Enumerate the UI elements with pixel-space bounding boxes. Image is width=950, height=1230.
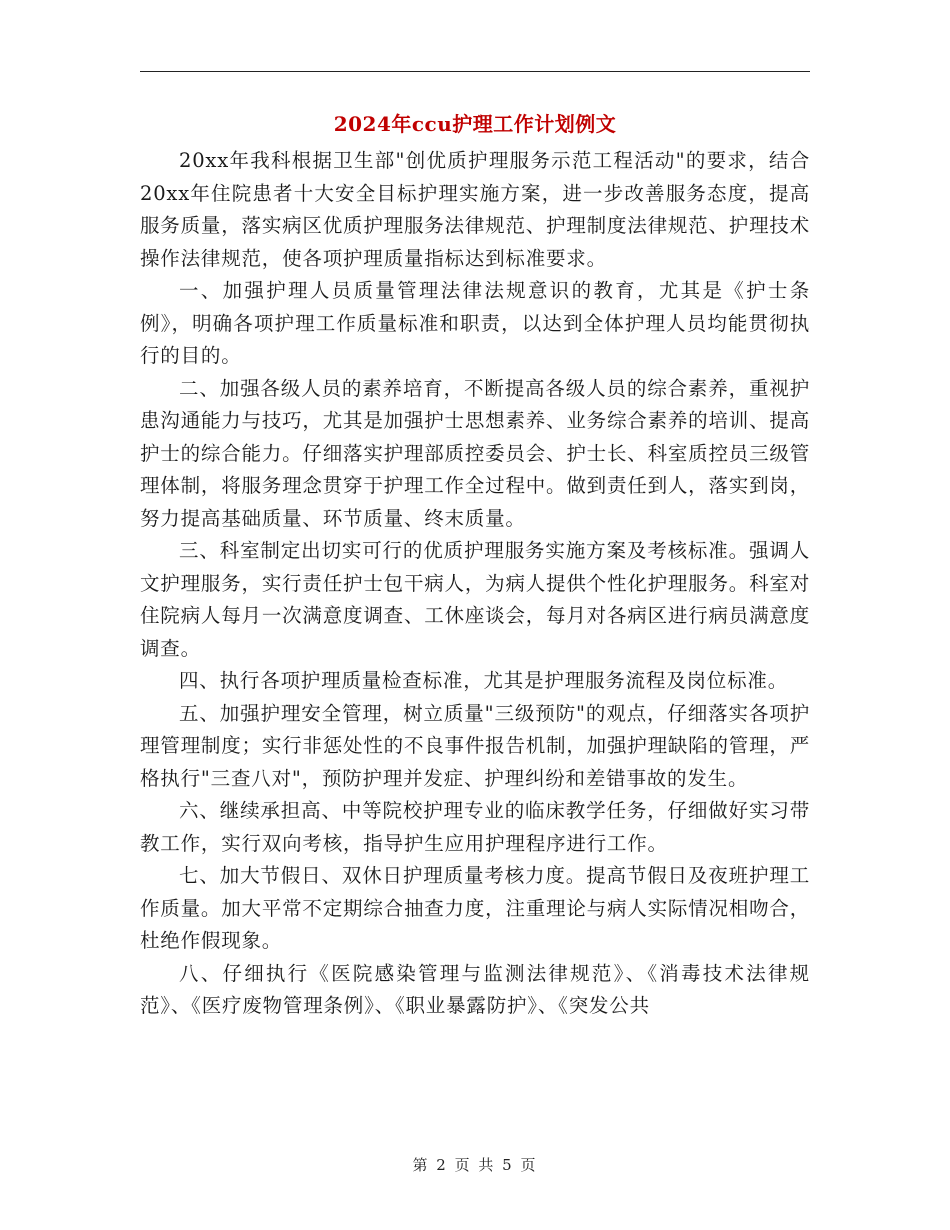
paragraph-item-2: 二、加强各级人员的素养培育，不断提高各级人员的综合素养，重视护患沟通能力与技巧，尤其是加强护士思想素养、业务综合素养的培训、提高护士的综合能力。仔细落实护理部质控委员会、护士长、科室质控员三级管理体制，将服务理念贯穿于护理工作全过程中。做到责任到人，落实到岗，努力提高基础质量、环节质量、终末质量。 — [140, 376, 810, 530]
document-body — [140, 145, 810, 1023]
paragraph-item-6: 六、继续承担高、中等院校护理专业的临床教学任务，仔细做好实习带教工作，实行双向考核，指导护生应用护理程序进行工作。 — [140, 799, 810, 855]
paragraph-item-1: 一、加强护理人员质量管理法律法规意识的教育，尤其是《护士条例》，明确各项护理工作质量标准和职责，以达到全体护理人员均能贯彻执行的目的。 — [140, 279, 810, 367]
paragraph-item-3: 三、科室制定出切实可行的优质护理服务实施方案及考核标准。强调人文护理服务，实行责任护士包干病人，为病人提供个性化护理服务。科室对住院病人每月一次满意度调查、工休座谈会，每月对各病区进行病员满意度调查。 — [140, 539, 810, 660]
paragraph-intro: 20xx年我科根据卫生部"创优质护理服务示范工程活动"的要求，结合20xx年住院患者十大安全目标护理实施方案，进一步改善服务态度，提高服务质量，落实病区优质护理服务法律规范、护理制度法律规范、护理技术操作法律规范，使各项护理质量指标达到标准要求。 — [140, 149, 810, 270]
paragraph-item-7: 七、加大节假日、双休日护理质量考核力度。提高节假日及夜班护理工作质量。加大平常不定期综合抽查力度，注重理论与病人实际情况相吻合，杜绝作假现象。 — [140, 864, 810, 952]
document-title: 2024年ccu护理工作计划例文 — [333, 112, 617, 136]
paragraph-item-8: 八、仔细执行《医院感染管理与监测法律规范》、《消毒技术法律规范》、《医疗废物管理条例》、《职业暴露防护》、《突发公共 — [140, 961, 810, 1017]
paragraph-item-5: 五、加强护理安全管理，树立质量"三级预防"的观点，仔细落实各项护理管理制度；实行非惩处性的不良事件报告机制，加强护理缺陷的管理，严格执行"三查八对"，预防护理并发症、护理纠纷和差错事故的发生。 — [140, 701, 810, 790]
header-rule — [140, 71, 810, 72]
page-number: 第 2 页 共 5 页 — [412, 1156, 538, 1174]
paragraph-item-4: 四、执行各项护理质量检查标准，尤其是护理服务流程及岗位标准。 — [179, 669, 789, 692]
